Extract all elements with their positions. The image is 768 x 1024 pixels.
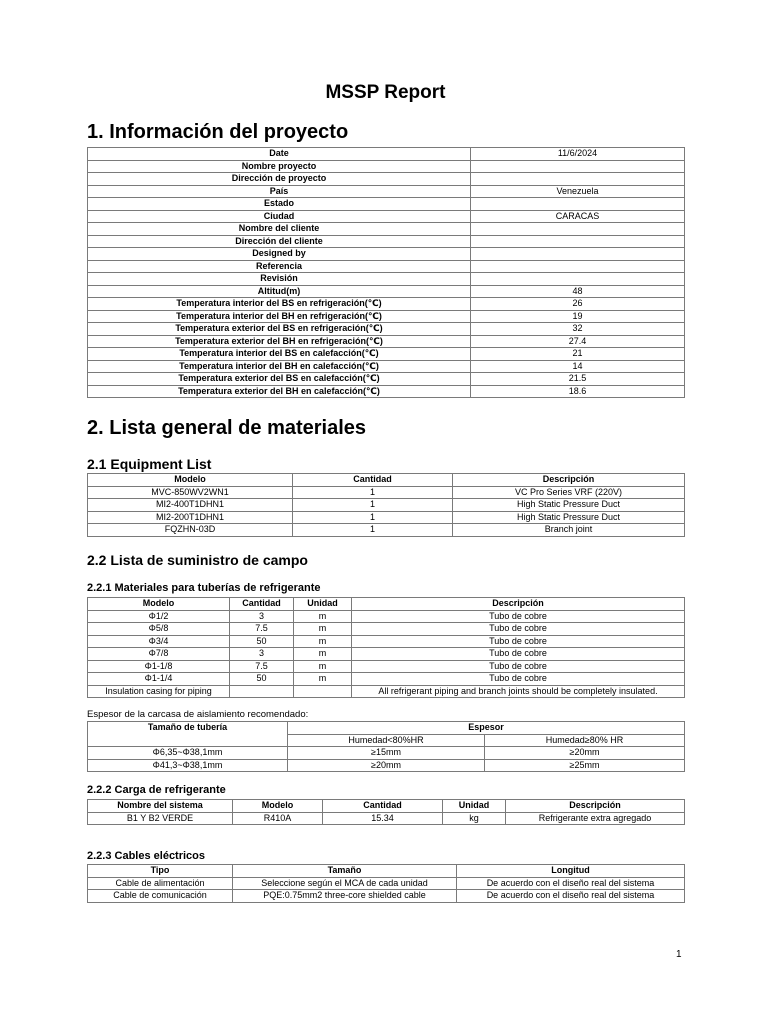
project-info-value: 26: [471, 298, 685, 311]
equipment-row: [88, 511, 685, 524]
project-info-row: [88, 185, 685, 198]
project-info-label: Ciudad: [88, 210, 471, 223]
project-info-label: Date: [88, 148, 471, 161]
pipe-size-header: Tamaño de tubería: [88, 722, 288, 747]
project-info-value: 19: [471, 310, 685, 323]
project-info-row: [88, 285, 685, 298]
refrigerant-cell: B1 Y B2 VERDE: [88, 812, 233, 825]
project-info-row: [88, 198, 685, 211]
project-info-value: 48: [471, 285, 685, 298]
piping-cell: All refrigerant piping and branch joints should be completely insulated.: [352, 685, 685, 698]
piping-row: [88, 648, 685, 661]
refrigerant-table: [87, 799, 685, 825]
project-info-value: 14: [471, 360, 685, 373]
cables-table: [87, 864, 685, 903]
field-supply-heading: 2.2 Lista de suministro de campo: [87, 552, 308, 568]
insulation-cell: Φ6,35~Φ38,1mm: [88, 747, 288, 760]
project-info-row: [88, 210, 685, 223]
project-info-row: [88, 235, 685, 248]
equipment-header: Cantidad: [293, 474, 453, 487]
project-info-value: [471, 223, 685, 236]
equipment-list-heading: 2.1 Equipment List: [87, 456, 212, 472]
page-number: 1: [676, 949, 682, 960]
equipment-row: [88, 524, 685, 537]
insulation-cell: ≥25mm: [485, 759, 685, 772]
refrigerant-header: Modelo: [233, 800, 323, 813]
equipment-cell: High Static Pressure Duct: [453, 511, 685, 524]
insulation-table: [87, 721, 685, 772]
cables-row: [88, 890, 685, 903]
project-info-label: Designed by: [88, 248, 471, 261]
piping-cell: 3: [230, 648, 294, 661]
piping-cell: 7.5: [230, 623, 294, 636]
project-info-value: 18.6: [471, 385, 685, 398]
piping-row: [88, 623, 685, 636]
project-info-value: [471, 273, 685, 286]
piping-cell: Tubo de cobre: [352, 673, 685, 686]
piping-row: [88, 610, 685, 623]
cables-header: Tipo: [88, 865, 233, 878]
project-info-label: Revisión: [88, 273, 471, 286]
piping-cell: m: [294, 673, 352, 686]
cables-cell: Seleccione según el MCA de cada unidad: [233, 877, 457, 890]
piping-cell: m: [294, 635, 352, 648]
project-info-label: Temperatura exterior del BH en refrigeración(℃): [88, 335, 471, 348]
project-info-label: Referencia: [88, 260, 471, 273]
piping-cell: m: [294, 623, 352, 636]
refrigerant-cell: Refrigerante extra agregado: [506, 812, 685, 825]
project-info-label: Nombre proyecto: [88, 160, 471, 173]
cables-cell: Cable de alimentación: [88, 877, 233, 890]
project-info-value: [471, 260, 685, 273]
equipment-row: [88, 499, 685, 512]
piping-cell: 3: [230, 610, 294, 623]
humidity-high-header: Humedad≥80% HR: [485, 734, 685, 747]
equipment-cell: 1: [293, 499, 453, 512]
equipment-cell: 1: [293, 524, 453, 537]
piping-cell: Tubo de cobre: [352, 610, 685, 623]
project-info-label: País: [88, 185, 471, 198]
project-info-row: [88, 298, 685, 311]
project-info-row: [88, 148, 685, 161]
project-info-value: Venezuela: [471, 185, 685, 198]
equipment-cell: VC Pro Series VRF (220V): [453, 486, 685, 499]
piping-cell: Insulation casing for piping: [88, 685, 230, 698]
piping-cell: 50: [230, 635, 294, 648]
equipment-cell: MVC-850WV2WN1: [88, 486, 293, 499]
project-info-row: [88, 260, 685, 273]
project-info-value: [471, 248, 685, 261]
piping-cell: [230, 685, 294, 698]
piping-cell: Φ1/2: [88, 610, 230, 623]
equipment-header: Descripción: [453, 474, 685, 487]
equipment-row: [88, 486, 685, 499]
piping-row: [88, 673, 685, 686]
piping-row: [88, 685, 685, 698]
piping-cell: 50: [230, 673, 294, 686]
cables-heading: 2.2.3 Cables eléctricos: [87, 850, 206, 862]
piping-row: [88, 660, 685, 673]
project-info-row: [88, 160, 685, 173]
insulation-row: [88, 747, 685, 760]
insulation-cell: ≥20mm: [288, 759, 485, 772]
project-info-row: [88, 273, 685, 286]
equipment-cell: MI2-400T1DHN1: [88, 499, 293, 512]
equipment-cell: MI2-200T1DHN1: [88, 511, 293, 524]
equipment-cell: Branch joint: [453, 524, 685, 537]
refrigerant-cell: kg: [443, 812, 506, 825]
insulation-cell: ≥20mm: [485, 747, 685, 760]
equipment-cell: High Static Pressure Duct: [453, 499, 685, 512]
section-2-heading: 2. Lista general de materiales: [87, 417, 367, 439]
piping-cell: Φ1-1/4: [88, 673, 230, 686]
project-info-value: 27.4: [471, 335, 685, 348]
project-info-value: 21.5: [471, 373, 685, 386]
project-info-label: Altitud(m): [88, 285, 471, 298]
report-title: MSSP Report: [325, 82, 446, 103]
project-info-value: [471, 173, 685, 186]
equipment-cell: 1: [293, 486, 453, 499]
piping-header: Unidad: [294, 598, 352, 611]
project-info-row: [88, 223, 685, 236]
project-info-label: Temperatura exterior del BH en calefacción(℃): [88, 385, 471, 398]
project-info-value: 21: [471, 348, 685, 361]
piping-cell: Tubo de cobre: [352, 635, 685, 648]
project-info-row: [88, 335, 685, 348]
cables-cell: De acuerdo con el diseño real del sistema: [457, 890, 685, 903]
equipment-header: Modelo: [88, 474, 293, 487]
insulation-row: [88, 759, 685, 772]
piping-heading: 2.2.1 Materiales para tuberías de refrigerante: [87, 582, 321, 594]
piping-header: Modelo: [88, 598, 230, 611]
piping-table: [87, 597, 685, 698]
piping-cell: m: [294, 660, 352, 673]
equipment-table: [87, 473, 685, 537]
equipment-cell: 1: [293, 511, 453, 524]
project-info-label: Estado: [88, 198, 471, 211]
equipment-cell: FQZHN-03D: [88, 524, 293, 537]
cables-header: Tamaño: [233, 865, 457, 878]
project-info-value: [471, 160, 685, 173]
refrigerant-heading: 2.2.2 Carga de refrigerante: [87, 784, 226, 796]
refrigerant-header: Descripción: [506, 800, 685, 813]
piping-row: [88, 635, 685, 648]
project-info-label: Temperatura interior del BH en refrigeración(℃): [88, 310, 471, 323]
project-info-label: Dirección del cliente: [88, 235, 471, 248]
project-info-row: [88, 373, 685, 386]
project-info-value: CARACAS: [471, 210, 685, 223]
piping-cell: m: [294, 648, 352, 661]
refrigerant-cell: 15.34: [323, 812, 443, 825]
piping-cell: Φ1-1/8: [88, 660, 230, 673]
project-info-row: [88, 360, 685, 373]
project-info-row: [88, 310, 685, 323]
refrigerant-row: [88, 812, 685, 825]
piping-header: Descripción: [352, 598, 685, 611]
project-info-row: [88, 348, 685, 361]
cables-cell: De acuerdo con el diseño real del sistema: [457, 877, 685, 890]
cables-cell: PQE:0.75mm2 three-core shielded cable: [233, 890, 457, 903]
thickness-header: Espesor: [288, 722, 685, 735]
piping-cell: 7.5: [230, 660, 294, 673]
piping-cell: m: [294, 610, 352, 623]
piping-cell: Φ3/4: [88, 635, 230, 648]
project-info-table: [87, 147, 685, 398]
piping-header: Cantidad: [230, 598, 294, 611]
project-info-value: [471, 198, 685, 211]
project-info-row: [88, 385, 685, 398]
project-info-label: Temperatura interior del BS en calefacción(℃): [88, 348, 471, 361]
insulation-cell: ≥15mm: [288, 747, 485, 760]
piping-cell: Φ5/8: [88, 623, 230, 636]
project-info-label: Nombre del cliente: [88, 223, 471, 236]
project-info-row: [88, 323, 685, 336]
project-info-label: Temperatura interior del BS en refrigeración(℃): [88, 298, 471, 311]
project-info-value: 11/6/2024: [471, 148, 685, 161]
project-info-label: Temperatura exterior del BS en calefacción(℃): [88, 373, 471, 386]
project-info-label: Temperatura interior del BH en calefacción(℃): [88, 360, 471, 373]
project-info-value: [471, 235, 685, 248]
humidity-low-header: Humedad<80%HR: [288, 734, 485, 747]
piping-cell: [294, 685, 352, 698]
refrigerant-header: Nombre del sistema: [88, 800, 233, 813]
piping-cell: Tubo de cobre: [352, 660, 685, 673]
section-1-heading: 1. Información del proyecto: [87, 121, 349, 143]
piping-cell: Tubo de cobre: [352, 623, 685, 636]
refrigerant-header: Cantidad: [323, 800, 443, 813]
piping-cell: Tubo de cobre: [352, 648, 685, 661]
piping-cell: Φ7/8: [88, 648, 230, 661]
project-info-label: Temperatura exterior del BS en refrigeración(℃): [88, 323, 471, 336]
insulation-cell: Φ41,3~Φ38,1mm: [88, 759, 288, 772]
project-info-row: [88, 248, 685, 261]
refrigerant-header: Unidad: [443, 800, 506, 813]
refrigerant-cell: R410A: [233, 812, 323, 825]
insulation-note: Espesor de la carcasa de aislamiento recomendado:: [87, 709, 309, 720]
project-info-value: 32: [471, 323, 685, 336]
project-info-label: Dirección de proyecto: [88, 173, 471, 186]
cables-row: [88, 877, 685, 890]
cables-cell: Cable de comunicación: [88, 890, 233, 903]
project-info-row: [88, 173, 685, 186]
cables-header: Longitud: [457, 865, 685, 878]
